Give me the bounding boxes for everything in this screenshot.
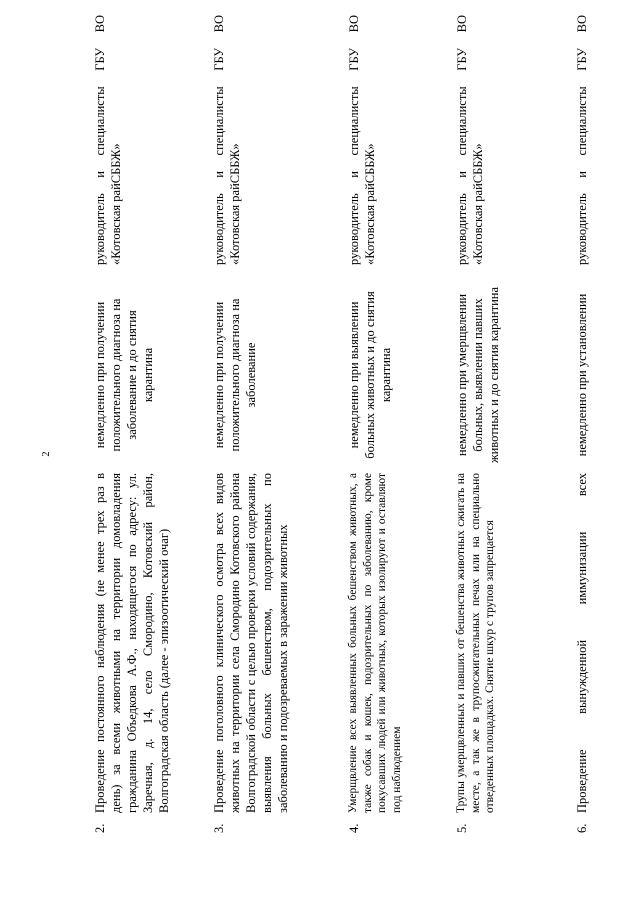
measure-cell: Проведение поголовного клинического осмотра всех видов животных на территории села Смородино Котовского района Волгоградской области с целью проверки условий содержания, выявления больных бешенством, подозрительных по заболеванию и подозреваемых в заражении животных bbox=[212, 473, 290, 813]
responsible-cell: руководитель и специалисты ГБУ ВО «Котовская райСББЖ» bbox=[212, 15, 242, 265]
page-number: 2 bbox=[41, 451, 52, 457]
term-cell: немедленно при получении положительного диагноза на заболевание bbox=[212, 298, 258, 452]
measure-cell: Проведение постоянного наблюдения (не менее трех раз в день) за всеми животными на территории домовладения гражданина Объедкова А.Ф., находящегося по адресу: ул. Заречная, д. 14, село Смородино, Котовский район, Волгоградская область (далее - эпизоотический очаг) bbox=[93, 473, 171, 813]
responsible-cell: руководитель и специалисты ГБУ ВО «Котовская райСББЖ» bbox=[455, 15, 485, 265]
term-cell: немедленно при умерщвлении больных, выявлении павших животных и до снятия карантина bbox=[455, 286, 501, 464]
term-cell: немедленно при установлении bbox=[575, 293, 589, 457]
responsible-cell: руководитель и специалисты ГБУ ВО «Котовская райСББЖ» bbox=[347, 15, 377, 265]
row-number: 4. bbox=[347, 823, 361, 833]
row-number: 3. bbox=[212, 823, 226, 833]
responsible-cell: руководитель и специалисты ГБУ ВО «Котовская райСББЖ» bbox=[93, 15, 123, 265]
row-number: 5. bbox=[455, 823, 469, 833]
measure-cell: Трупы умерщвленных и павших от бешенства животных сжигать на месте, а так же в трупосжигательных печах или на специально отведенных площадках. Снятие шкур с трупов запрещается bbox=[455, 473, 496, 813]
measure-cell: Проведение вынужденной иммунизации всех bbox=[575, 473, 589, 813]
term-cell: немедленно при получении положительного диагноза на заболевание и до снятия карантина bbox=[93, 298, 155, 452]
row-number: 6. bbox=[575, 823, 589, 833]
term-cell: немедленно при выявлении больных животных и до снятия карантина bbox=[347, 291, 393, 459]
responsible-cell: руководитель и специалисты ГБУ ВО bbox=[575, 15, 589, 265]
row-number: 2. bbox=[93, 823, 107, 833]
measure-cell: Умерщвление всех выявленных больных бешенством животных, а также собак и кошек, подозрительных по заболеванию, кроме покусавших людей или животных, которых изолируют и оставляют под наблюдением bbox=[347, 473, 403, 813]
